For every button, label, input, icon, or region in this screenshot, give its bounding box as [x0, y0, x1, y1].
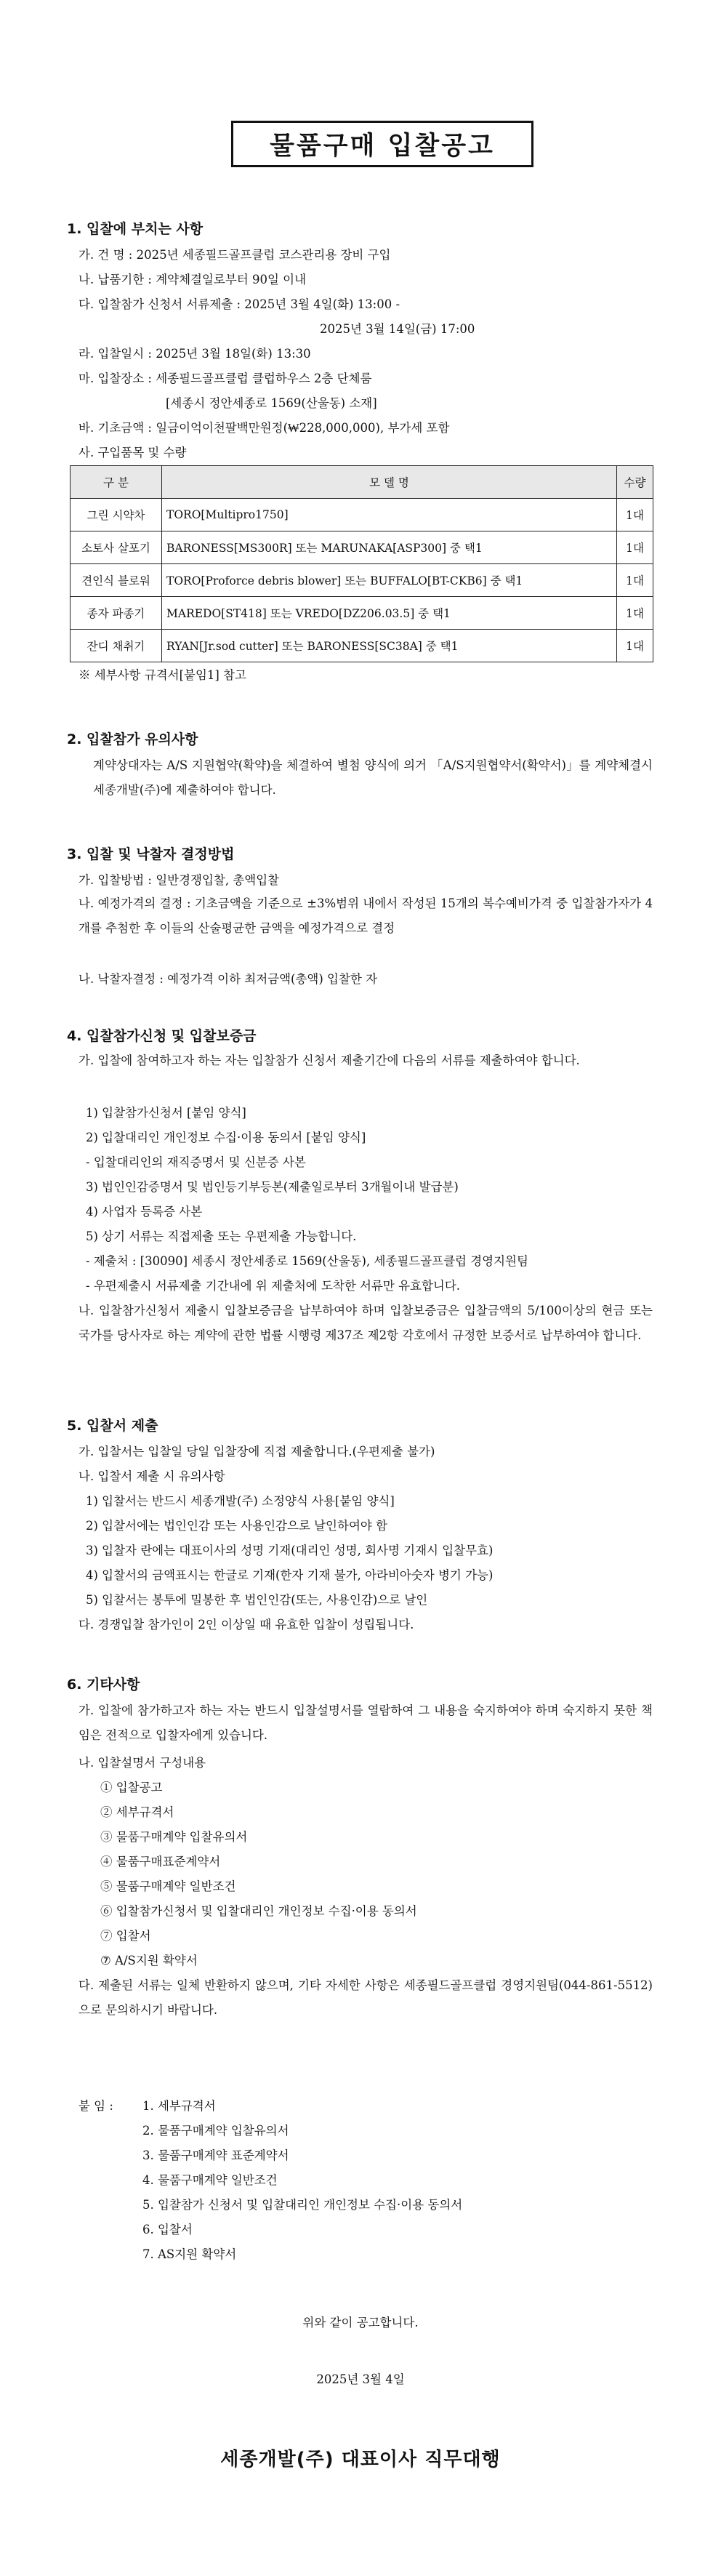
s6-list-item: ⑥ 입찰참가신청서 및 입찰대리인 개인정보 수집·이용 동의서 [100, 1904, 417, 1918]
notice-date: 2025년 3월 4일 [316, 2372, 405, 2386]
attachment-item: 2. 물품구매계약 입찰유의서 [142, 2124, 289, 2138]
s6-list-item: ③ 물품구매계약 입찰유의서 [100, 1830, 248, 1844]
section-5-heading: 5. 입찰서 제출 [67, 1418, 158, 1434]
attachment-item: 4. 물품구매계약 일반조건 [142, 2173, 278, 2187]
s4-item-a: 가. 입찰에 참여하고자 하는 자는 입찰참가 신청서 제출기간에 다음의 서류를 제출하여야 합니다. [78, 1054, 580, 1067]
attachments-label: 붙 임 : [78, 2099, 113, 2113]
purchase-items-table [70, 465, 653, 662]
s1-item-f: 바. 기초금액 : 일금이억이천팔백만원정(₩228,000,000), 부가세 포함 [78, 421, 450, 435]
cell-model: TORO[Multipro1750] [162, 499, 617, 531]
s1-item-b: 나. 납품기한 : 계약체결일로부터 90일 이내 [78, 273, 307, 286]
s4-item-5b: - 우편제출시 서류제출 기간내에 위 제출처에 도착한 서류만 유효합니다. [86, 1279, 461, 1293]
signer: 세종개발(주) 대표이사 직무대행 [220, 2449, 501, 2471]
table-row [71, 531, 653, 564]
table-header-row [71, 466, 653, 499]
header-category: 구 분 [71, 466, 162, 499]
attachment-item: 3. 물품구매계약 표준계약서 [142, 2148, 289, 2162]
s4-item-2b: - 입찰대리인의 재직증명서 및 신분증 사본 [86, 1155, 306, 1169]
s6-item-c: 다. 제출된 서류는 일체 반환하지 않으며, 기타 자세한 사항은 세종필드골프클럽 경영지원팀(044-861-5512)으로 문의하시기 바랍니다. [78, 1978, 653, 2017]
s4-item-2: 2) 입찰대리인 개인정보 수집·이용 동의서 [붙임 양식] [86, 1131, 366, 1144]
s1-item-c2: 2025년 3월 14일(금) 17:00 [320, 322, 475, 336]
cell-qty: 1대 [617, 564, 653, 597]
s1-item-e1: 마. 입찰장소 : 세종필드골프클럽 클럽하우스 2층 단체룸 [78, 372, 372, 385]
s1-item-e2: [세종시 정안세종로 1569(산울동) 소재] [166, 396, 377, 410]
header-model: 모 델 명 [162, 466, 617, 499]
header-qty: 수량 [617, 466, 653, 499]
s4-item-5a: - 제출처 : [30090] 세종시 정안세종로 1569(산울동), 세종필드골프클럽 경영지원팀 [86, 1254, 528, 1268]
s6-list-item: ① 입찰공고 [100, 1781, 163, 1794]
s6-item-a: 가. 입찰에 참가하고자 하는 자는 반드시 입찰설명서를 열람하여 그 내용을 숙지하여야 하며 숙지하지 못한 책임은 전적으로 입찰자에게 있습니다. [78, 1704, 653, 1742]
s5-item-b4: 4) 입찰서의 금액표시는 한글로 기재(한자 기재 불가, 아라비아숫자 병기 가능) [86, 1568, 494, 1582]
s3-item-a: 가. 입찰방법 : 일반경쟁입찰, 총액입찰 [78, 873, 280, 887]
cell-model: TORO[Proforce debris blower] 또는 BUFFALO[BT-CKB6] 중 택1 [162, 564, 617, 597]
s5-item-b5: 5) 입찰서는 봉투에 밀봉한 후 법인인감(또는, 사용인감)으로 날인 [86, 1593, 428, 1607]
cell-qty: 1대 [617, 531, 653, 564]
s6-list-item: ⑤ 물품구매계약 일반조건 [100, 1879, 236, 1893]
attachment-item: 6. 입찰서 [142, 2223, 193, 2236]
title-box [231, 121, 533, 167]
s5-item-b: 나. 입찰서 제출 시 유의사항 [78, 1469, 225, 1483]
s6-list-item: ④ 물품구매표준계약서 [100, 1855, 221, 1869]
s4-item-5: 5) 상기 서류는 직접제출 또는 우편제출 가능합니다. [86, 1229, 357, 1243]
s1-item-a: 가. 건 명 : 2025년 세종필드골프클럽 코스관리용 장비 구입 [78, 248, 391, 262]
cell-category: 종자 파종기 [71, 597, 162, 630]
s2-paragraph: 계약상대자는 A/S 지원협약(확약)을 체결하여 별첨 양식에 의거 「A/S지원협약서(확약서)」를 계약체결시 세종개발(주)에 제출하여야 합니다. [93, 758, 653, 797]
s4-item-b: 나. 입찰참가신청서 제출시 입찰보증금을 납부하여야 하며 입찰보증금은 입찰금액의 5/100이상의 현금 또는 국가를 당사자로 하는 계약에 관한 법률 시행령 제37조 제2항 각호에서 규정한 보증서로 납부하여야 합니다. [78, 1304, 653, 1342]
cell-qty: 1대 [617, 499, 653, 531]
cell-model: RYAN[Jr.sod cutter] 또는 BARONESS[SC38A] 중 택1 [162, 630, 617, 662]
s5-item-b2: 2) 입찰서에는 법인인감 또는 사용인감으로 날인하여야 함 [86, 1519, 388, 1533]
table-row [71, 499, 653, 531]
s1-item-d: 라. 입찰일시 : 2025년 3월 18일(화) 13:30 [78, 347, 311, 361]
s5-item-a: 가. 입찰서는 입찰일 당일 입찰장에 직접 제출합니다.(우편제출 불가) [78, 1445, 435, 1458]
s5-item-c: 다. 경쟁입찰 참가인이 2인 이상일 때 유효한 입찰이 성립됩니다. [78, 1618, 414, 1632]
attachment-item: 5. 입찰참가 신청서 및 입찰대리인 개인정보 수집·이용 동의서 [142, 2198, 463, 2212]
s3-item-b: 나. 예정가격의 결정 : 기초금액을 기준으로 ±3%범위 내에서 작성된 15개의 복수예비가격 중 입찰참가자가 4개를 추첨한 후 이들의 산술평균한 금액을 예정가격으로 결정 [78, 896, 653, 935]
cell-model: BARONESS[MS300R] 또는 MARUNAKA[ASP300] 중 택1 [162, 531, 617, 564]
table-row [71, 597, 653, 630]
cell-qty: 1대 [617, 597, 653, 630]
cell-category: 그린 시약차 [71, 499, 162, 531]
s5-item-b1: 1) 입찰서는 반드시 세종개발(주) 소정양식 사용[붙임 양식] [86, 1494, 395, 1508]
cell-category: 잔디 채취기 [71, 630, 162, 662]
section-1-heading: 1. 입찰에 부치는 사항 [67, 221, 204, 237]
s4-item-4: 4) 사업자 등록증 사본 [86, 1205, 203, 1219]
cell-category: 견인식 블로워 [71, 564, 162, 597]
cell-qty: 1대 [617, 630, 653, 662]
table-row [71, 564, 653, 597]
attachment-item: 7. AS지원 확약서 [142, 2247, 237, 2261]
s1-note: ※ 세부사항 규격서[붙임1] 참고 [78, 668, 246, 682]
section-3-heading: 3. 입찰 및 낙찰자 결정방법 [67, 846, 235, 862]
attachment-item: 1. 세부규격서 [142, 2099, 216, 2113]
s1-item-g: 사. 구입품목 및 수량 [78, 446, 187, 460]
s1-item-c1: 다. 입찰참가 신청서 서류제출 : 2025년 3월 4일(화) 13:00 - [78, 297, 400, 311]
s6-item-b: 나. 입찰설명서 구성내용 [78, 1756, 206, 1770]
section-6-heading: 6. 기타사항 [67, 1677, 140, 1693]
section-4-heading: 4. 입찰참가신청 및 입찰보증금 [67, 1028, 257, 1044]
cell-category: 소토사 살포기 [71, 531, 162, 564]
s6-list-item: ② 세부규격서 [100, 1805, 174, 1819]
closing-text: 위와 같이 공고합니다. [302, 2316, 419, 2330]
s3-item-c: 나. 낙찰자결정 : 예정가격 이하 최저금액(총액) 입찰한 자 [78, 972, 378, 986]
s4-item-1: 1) 입찰참가신청서 [붙임 양식] [86, 1106, 246, 1120]
page-title: 물품구매 입찰공고 [270, 132, 495, 161]
s6-list-item: ⑦ A/S지원 확약서 [100, 1954, 198, 1967]
cell-model: MAREDO[ST418] 또는 VREDO[DZ206.03.5] 중 택1 [162, 597, 617, 630]
s5-item-b3: 3) 입찰자 란에는 대표이사의 성명 기재(대리인 성명, 회사명 기재시 입찰무효) [86, 1544, 494, 1557]
section-2-heading: 2. 입찰참가 유의사항 [67, 731, 198, 747]
s6-list-item: ⑦ 입찰서 [100, 1929, 151, 1943]
table-row [71, 630, 653, 662]
s4-item-3: 3) 법인인감증명서 및 법인등기부등본(제출일로부터 3개월이내 발급분) [86, 1180, 459, 1194]
